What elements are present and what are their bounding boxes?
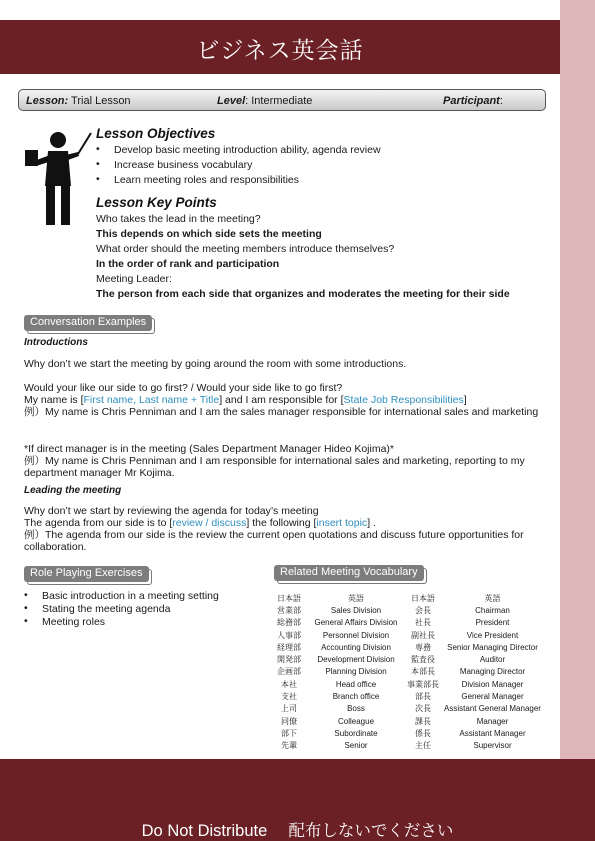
table-cell: Personnel Division [322, 630, 390, 640]
vocabulary-table [272, 592, 545, 752]
table-cell: 本部長 [411, 667, 435, 677]
agenda-template-line: The agenda from our side is to [review / discuss] the following [insert topic] . [24, 517, 376, 529]
table-row [272, 740, 545, 752]
example-line: 例）My name is Chris Penniman and I am the sales manager responsible for international sales and marketing [24, 406, 539, 418]
table-cell: 係長 [415, 728, 431, 738]
table-cell: Development Division [317, 655, 395, 665]
table-cell: 同僚 [281, 716, 297, 726]
leading-heading: Leading the meeting [24, 485, 122, 496]
table-row [272, 629, 545, 641]
list-item: • Meeting roles [24, 616, 219, 629]
intro-line: Would your like our side to go first? / Would your side like to go first? [24, 382, 343, 394]
table-cell: Planning Division [325, 667, 387, 677]
key-point-answer: In the order of rank and participation [96, 258, 280, 270]
table-row [272, 617, 545, 629]
lead-line: Why don’t we start by reviewing the agenda for today’s meeting [24, 505, 319, 517]
column-header: 日本語 [277, 593, 301, 603]
vocabulary-heading: Related Meeting Vocabulary [274, 565, 424, 581]
role-playing-heading: Role Playing Exercises [24, 566, 149, 582]
example-line: 例）My name is Chris Penniman and I am responsible for international sales and marketing, reporting to my department manager Mr Kojima. [24, 455, 525, 479]
table-cell: Assistant Manager [459, 728, 526, 738]
table-cell: 課長 [415, 716, 431, 726]
table-cell: 経理部 [277, 642, 301, 652]
table-cell: 主任 [415, 741, 431, 751]
table-row [272, 604, 545, 616]
table-cell: General Manager [461, 692, 524, 702]
list-item: • Learn meeting roles and responsibilities [96, 174, 381, 189]
column-header: 日本語 [411, 593, 435, 603]
table-row [272, 690, 545, 702]
table-row [272, 715, 545, 727]
key-points-heading: Lesson Key Points [96, 195, 217, 210]
key-point-question: What order should the meeting members introduce themselves? [96, 243, 395, 255]
table-row [272, 703, 545, 715]
table-cell: 総務部 [277, 618, 301, 628]
table-cell: 部下 [281, 728, 297, 738]
example-line: 例）The agenda from our side is the review the current open quotations and discuss future opportunities for collaboration. [24, 529, 524, 553]
table-cell: President [475, 618, 510, 628]
table-cell: Colleague [337, 716, 375, 726]
table-cell: Assistant General Manager [444, 704, 541, 714]
table-cell: 監査役 [411, 655, 435, 665]
table-cell: 会長 [415, 605, 431, 615]
key-point-answer: This depends on which side sets the meeting [96, 228, 322, 240]
list-item: • Develop basic meeting introduction ability, agenda review [96, 144, 381, 159]
table-cell: Sales Division [330, 605, 382, 615]
intro-line: Why don’t we start the meeting by going around the room with some introductions. [24, 358, 407, 370]
table-cell: Managing Director [459, 667, 526, 677]
table-cell: 次長 [415, 704, 431, 714]
table-row [272, 666, 545, 678]
list-item: • Stating the meeting agenda [24, 603, 219, 616]
page-title: ビジネス英会話 [196, 37, 364, 63]
key-point-question: Meeting Leader: [96, 273, 172, 285]
table-cell: Senior Managing Director [447, 642, 538, 652]
table-cell: 本社 [281, 679, 297, 689]
table-cell: 開発部 [277, 655, 301, 665]
table-cell: Division Manager [461, 679, 524, 689]
column-header: 英語 [348, 593, 364, 603]
table-header-row [272, 592, 545, 604]
side-strip [560, 0, 595, 841]
table-row [272, 653, 545, 665]
table-cell: 先輩 [281, 741, 297, 751]
name-template-line: My name is [First name, Last name + Title] and I am responsible for [State Job Responsibilities] [24, 394, 467, 406]
table-cell: 専務 [415, 642, 431, 652]
objectives-list [96, 144, 381, 189]
table-cell: 上司 [281, 704, 297, 714]
table-cell: 事業部長 [407, 679, 439, 689]
table-cell: Manager [476, 716, 509, 726]
table-cell: Senior [344, 741, 368, 751]
conversation-heading: Conversation Examples [24, 315, 152, 331]
list-item: • Increase business vocabulary [96, 159, 381, 174]
table-cell: Supervisor [473, 741, 512, 751]
table-cell: 社長 [415, 618, 431, 628]
key-point-question: Who takes the lead in the meeting? [96, 213, 261, 225]
table-cell: 営業部 [277, 605, 301, 615]
table-cell: Chairman [475, 605, 510, 615]
table-row [272, 678, 545, 690]
table-cell: Head office [335, 679, 377, 689]
table-cell: 支社 [281, 692, 297, 702]
table-cell: Branch office [332, 692, 380, 702]
table-cell: 人事部 [277, 630, 301, 640]
table-cell: General Affairs Division [314, 618, 398, 628]
participant-field: Participant: [443, 95, 503, 107]
table-cell: 副社長 [411, 630, 435, 640]
objectives-heading: Lesson Objectives [96, 126, 216, 141]
table-row [272, 641, 545, 653]
note-line: *If direct manager is in the meeting (Sales Department Manager Hideo Kojima)* [24, 443, 395, 455]
table-cell: Auditor [479, 655, 506, 665]
lesson-field: Lesson: Trial Lesson [26, 95, 131, 107]
introductions-heading: Introductions [24, 337, 88, 348]
list-item: • Basic introduction in a meeting setting [24, 590, 219, 603]
level-field: Level: Intermediate [217, 95, 313, 107]
presenter-icon [22, 128, 92, 226]
table-row [272, 727, 545, 739]
role-playing-list [24, 590, 219, 629]
lesson-info-bar [18, 89, 546, 111]
table-cell: 部長 [415, 692, 431, 702]
table-cell: 企画部 [277, 667, 301, 677]
column-header: 英語 [484, 593, 501, 603]
table-cell: Vice President [466, 630, 519, 640]
table-cell: Accounting Division [321, 642, 391, 652]
footer-notice: Do Not Distribute 配布しないでください [141, 822, 454, 840]
table-cell: Subordinate [334, 728, 378, 738]
table-cell: Boss [347, 704, 365, 714]
key-point-answer: The person from each side that organizes and moderates the meeting for their side [96, 288, 510, 300]
